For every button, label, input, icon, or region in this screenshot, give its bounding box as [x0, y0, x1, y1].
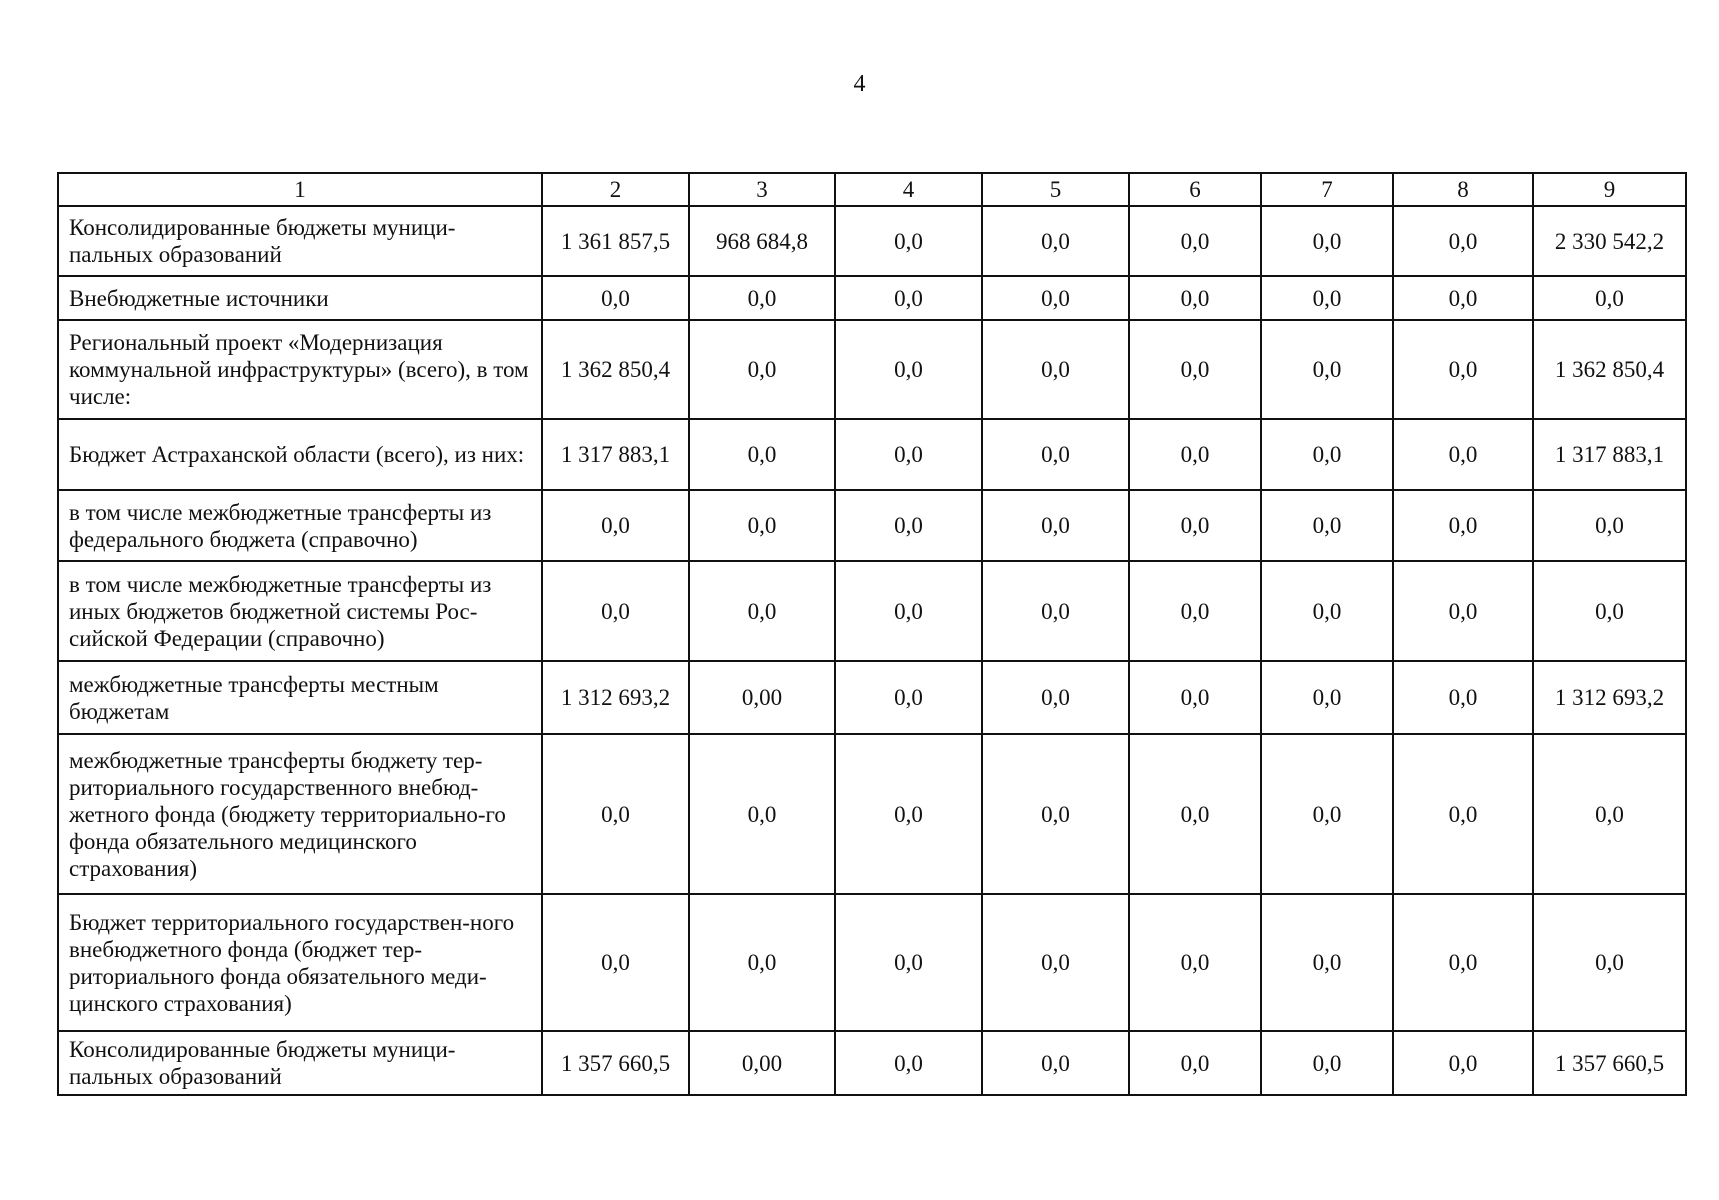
table-cell: 1 362 850,4 [542, 320, 689, 419]
table-cell: 0,0 [1261, 419, 1393, 490]
column-header: 5 [982, 173, 1129, 206]
table-cell: 0,0 [982, 1031, 1129, 1095]
table-row [58, 661, 1686, 734]
table-cell: 0,0 [835, 419, 982, 490]
table-cell: 0,0 [1261, 894, 1393, 1031]
table-cell: 0,0 [689, 734, 835, 894]
row-label: Консолидированные бюджеты муници-пальных образований [58, 1031, 542, 1095]
table-cell: 0,0 [1393, 561, 1533, 661]
table-cell: 1 357 660,5 [1533, 1031, 1686, 1095]
table-row [58, 894, 1686, 1031]
table-cell: 0,0 [1129, 894, 1261, 1031]
table-header-row [58, 173, 1686, 206]
table-row [58, 1031, 1686, 1095]
row-label: Внебюджетные источники [58, 276, 542, 320]
table-cell: 0,0 [835, 1031, 982, 1095]
table-row [58, 419, 1686, 490]
table-cell: 0,0 [1533, 561, 1686, 661]
row-label: межбюджетные трансферты бюджету тер-риториального государственного внебюд-жетного фонда (бюджету территориально-го фонда обязательного медицинского страхования) [58, 734, 542, 894]
budget-table [57, 172, 1687, 1096]
table-cell: 0,0 [982, 661, 1129, 734]
table-cell: 0,0 [1129, 206, 1261, 276]
table-cell: 0,0 [982, 561, 1129, 661]
table-cell: 0,00 [689, 1031, 835, 1095]
table-cell: 0,0 [835, 320, 982, 419]
table-cell: 0,0 [1533, 490, 1686, 561]
table-cell: 0,0 [1261, 561, 1393, 661]
table-cell: 0,0 [1533, 276, 1686, 320]
table-cell: 0,0 [689, 320, 835, 419]
table-cell: 0,0 [1129, 561, 1261, 661]
table-cell: 0,0 [1261, 661, 1393, 734]
table-row [58, 561, 1686, 661]
table-cell: 0,0 [689, 561, 835, 661]
column-header: 4 [835, 173, 982, 206]
table-cell: 0,0 [1393, 419, 1533, 490]
table-cell: 0,0 [1393, 206, 1533, 276]
row-label: в том числе межбюджетные трансферты из иных бюджетов бюджетной системы Рос-сийской Федерации (справочно) [58, 561, 542, 661]
row-label: межбюджетные трансферты местным бюджетам [58, 661, 542, 734]
table-cell: 0,0 [1261, 206, 1393, 276]
row-label: Консолидированные бюджеты муници-пальных образований [58, 206, 542, 276]
table-cell: 0,0 [542, 894, 689, 1031]
table-cell: 1 317 883,1 [542, 419, 689, 490]
table-cell: 0,0 [1129, 320, 1261, 419]
column-header: 7 [1261, 173, 1393, 206]
column-header: 6 [1129, 173, 1261, 206]
table-cell: 0,0 [1261, 490, 1393, 561]
table-cell: 0,0 [1129, 734, 1261, 894]
table-cell: 0,0 [1261, 1031, 1393, 1095]
table-cell: 1 361 857,5 [542, 206, 689, 276]
column-header: 9 [1533, 173, 1686, 206]
table-row [58, 490, 1686, 561]
table-cell: 0,0 [835, 276, 982, 320]
table-cell: 0,0 [1129, 1031, 1261, 1095]
page-number: 4 [853, 71, 866, 97]
table-cell: 0,0 [542, 276, 689, 320]
table-cell: 0,0 [1393, 894, 1533, 1031]
column-header: 1 [58, 173, 542, 206]
table-cell: 1 312 693,2 [1533, 661, 1686, 734]
row-label: Региональный проект «Модернизация коммунальной инфраструктуры» (всего), в том числе: [58, 320, 542, 419]
table-cell: 0,0 [982, 206, 1129, 276]
table-cell: 0,0 [835, 561, 982, 661]
table-cell: 0,0 [1533, 734, 1686, 894]
table-cell: 0,0 [982, 419, 1129, 490]
row-label: Бюджет Астраханской области (всего), из них: [58, 419, 542, 490]
table-row [58, 734, 1686, 894]
table-cell: 0,0 [1393, 320, 1533, 419]
table-cell: 0,0 [542, 561, 689, 661]
table-cell: 0,0 [1129, 490, 1261, 561]
table-cell: 0,0 [1393, 661, 1533, 734]
table-cell: 0,0 [542, 734, 689, 894]
table-cell: 1 357 660,5 [542, 1031, 689, 1095]
column-header: 2 [542, 173, 689, 206]
table-cell: 0,0 [1533, 894, 1686, 1031]
table-cell: 0,0 [1261, 320, 1393, 419]
table-cell: 0,0 [1393, 490, 1533, 561]
table-cell: 0,0 [982, 276, 1129, 320]
table-cell: 0,0 [689, 419, 835, 490]
column-header: 8 [1393, 173, 1533, 206]
table-cell: 0,0 [835, 734, 982, 894]
row-label: Бюджет территориального государствен-ного внебюджетного фонда (бюджет тер-риториального фонда обязательного меди-цинского страхования) [58, 894, 542, 1031]
table-cell: 0,0 [835, 490, 982, 561]
table-cell: 0,0 [835, 206, 982, 276]
table-cell: 0,00 [689, 661, 835, 734]
table-cell: 2 330 542,2 [1533, 206, 1686, 276]
table-cell: 0,0 [542, 490, 689, 561]
table-cell: 0,0 [1129, 661, 1261, 734]
column-header: 3 [689, 173, 835, 206]
table-cell: 0,0 [1129, 276, 1261, 320]
table-cell: 1 362 850,4 [1533, 320, 1686, 419]
table-row [58, 320, 1686, 419]
table-cell: 0,0 [1261, 734, 1393, 894]
table-cell: 0,0 [982, 320, 1129, 419]
table-row [58, 276, 1686, 320]
table-cell: 0,0 [689, 894, 835, 1031]
table-cell: 0,0 [982, 894, 1129, 1031]
table-cell: 1 317 883,1 [1533, 419, 1686, 490]
table-cell: 0,0 [835, 894, 982, 1031]
table-cell: 0,0 [1261, 276, 1393, 320]
table-cell: 0,0 [835, 661, 982, 734]
table-cell: 0,0 [689, 276, 835, 320]
table-cell: 0,0 [1393, 734, 1533, 894]
table-cell: 1 312 693,2 [542, 661, 689, 734]
table-cell: 968 684,8 [689, 206, 835, 276]
row-label: в том числе межбюджетные трансферты из федерального бюджета (справочно) [58, 490, 542, 561]
table-cell: 0,0 [1393, 1031, 1533, 1095]
table-cell: 0,0 [689, 490, 835, 561]
table-cell: 0,0 [1393, 276, 1533, 320]
table-cell: 0,0 [1129, 419, 1261, 490]
table-cell: 0,0 [982, 734, 1129, 894]
table-cell: 0,0 [982, 490, 1129, 561]
table-row [58, 206, 1686, 276]
